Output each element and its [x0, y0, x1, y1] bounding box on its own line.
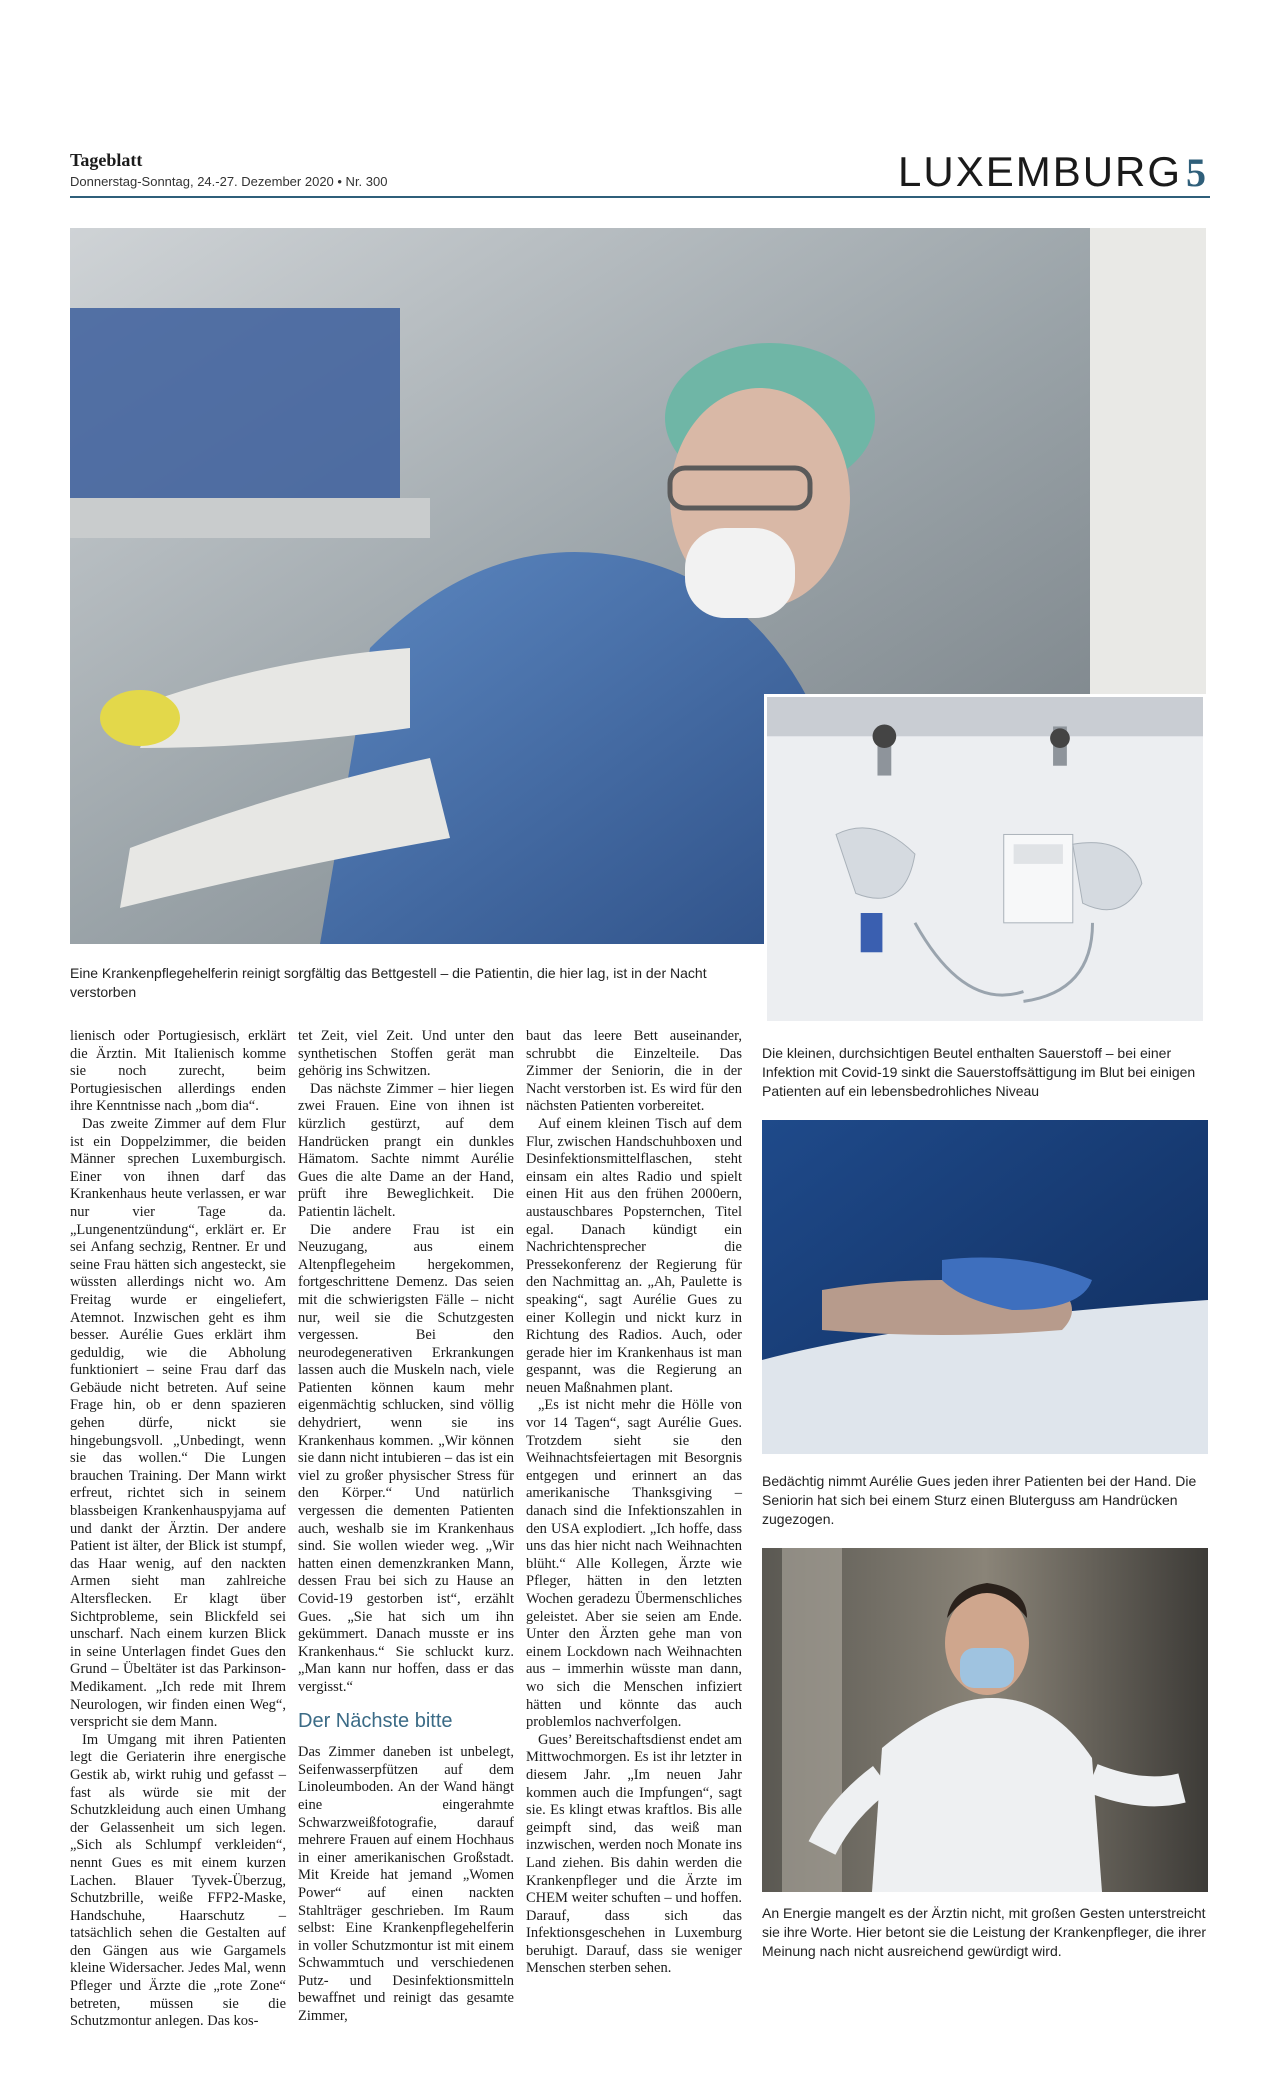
- main-photo-caption: Eine Krankenpflegehelferin reinigt sorgfältig das Bettgestell – die Patientin, die hier lag, ist in der Nacht verstorben: [70, 965, 707, 1000]
- doctor-photo-caption: An Energie mangelt es der Ärztin nicht, mit großen Gesten unterstreicht sie ihre Worte. Hier betont sie die Leistung der Krankenpfleger, die ihrer Meinung nach nicht ausreichend gewürdigt wird.: [762, 1905, 1207, 1959]
- paragraph: Das nächste Zimmer – hier liegen zwei Frauen. Eine von ihnen ist kürzlich gestürzt, auf dem Handrücken prangt ein dunkles Hämatom. Sachte nimmt Aurélie Gues die alte Dame an der Hand, prüft ihre Beweglichkeit. Die Patientin lächelt.: [298, 1080, 514, 1220]
- paragraph: Auf einem kleinen Tisch auf dem Flur, zwischen Handschuhboxen und Desinfektionsmittelflaschen, steht einsam ein altes Radio und spielt einen Hit aus den frühen 2000ern, austauschbares Popsternchen, Titel egal. Danach kündigt ein Nachrichtensprecher die Pressekonferenz der Regierung für den Nachmittag an. „Ah, Paulette is speaking“, sagt Aurélie Gues zu einer Kollegin und nickt kurz in Richtung des Radios. Auch, oder gerade hier im Krankenhaus ist man gespannt, was die Regierung an neuen Maßnahmen plant.: [526, 1115, 742, 1396]
- article-column-1: [70, 1028, 286, 2031]
- article-column-2: [298, 1028, 514, 2026]
- masthead: Tageblatt: [70, 150, 143, 170]
- hands-photo: [762, 1120, 1208, 1454]
- subheading: Der Nächste bitte: [298, 1709, 453, 1732]
- header-rule: [70, 196, 1210, 198]
- paragraph: Das Zimmer daneben ist unbelegt, Seifenwasserpfützen auf dem Linoleumboden. An der Wand hängt eine eingerahmte Schwarzweißfotografie, darauf mehrere Frauen auf einem Hochhaus in einer amerikanischen Großstadt. Mit Kreide hat jemand „Women Power“ auf einen nackten Stahlträger geschrieben. Im Raum selbst: Eine Krankenpflegehelferin in voller Schutzmontur ist mit einem Schwammtuch und verschiedenen Putz- und Desinfektionsmitteln bewaffnet und reinigt das gesamte Zimmer,: [298, 1744, 514, 2025]
- iv-photo: [764, 694, 1206, 1024]
- iv-photo-caption: Die kleinen, durchsichtigen Beutel enthalten Sauerstoff – bei einer Infektion mit Covid-19 sinkt die Sauerstoffsättigung im Blut bei einigen Patienten auf ein lebensbedrohliches Niveau: [762, 1045, 1196, 1099]
- hands-photo-caption: Bedächtig nimmt Aurélie Gues jeden ihrer Patienten bei der Hand. Die Seniorin hat sich bei einem Sturz einen Bluterguss am Handrücken zugezogen.: [762, 1473, 1197, 1527]
- paragraph: Die andere Frau ist ein Neuzugang, aus einem Altenpflegeheim hergekommen, fortgeschrittene Demenz. Das seien mit die schwierigsten Fälle – nicht nur, weil sie die Schutzgesten vergessen. Bei den neurodegenerativen Erkrankungen lassen auch die Muskeln nach, viele Patienten können kaum mehr eigenmächtig schlucken, sind völlig dehydriert, wenn sie ins Krankenhaus kommen. „Wir können sie dann nicht intubieren – das ist ein viel zu großer physischer Stress für den Körper.“ Und natürlich vergessen die dementen Patienten auch, weshalb sie im Krankenhaus sind. Sie wollen wieder weg. „Wir hatten einen demenzkranken Mann, dessen Frau bei sich zu Hause an Covid-19 gestorben ist“, erzählt Gues. „Sie hat sich um ihn gekümmert. Danach musste er ins Krankenhaus.“ Sie schluckt kurz. „Man kann nur hoffen, dass er das vergisst.“: [298, 1221, 514, 1695]
- page-number: 5: [1186, 150, 1206, 195]
- paragraph: lienisch oder Portugiesisch, erklärt die Ärztin. Mit Italienisch komme sie noch zurecht, beim Portugiesischen allerdings enden ihre Kenntnisse nach „bom dia“.: [70, 1028, 286, 1115]
- paragraph: tet Zeit, viel Zeit. Und unter den synthetischen Stoffen gerät man gehörig ins Schwitzen.: [298, 1028, 514, 1080]
- paragraph: Das zweite Zimmer auf dem Flur ist ein Doppelzimmer, die beiden Männer sprechen Luxemburgisch. Einer von ihnen darf das Krankenhaus heute verlassen, er war nur vier Tage da. „Lungenentzündung“, erklärt er. Er sei Anfang sechzig, Rentner. Er und seine Frau hätten sich angesteckt, sie wüssten allerdings nicht wo. Am Freitag wurde er eingeliefert, Atemnot. Inzwischen geht es ihm besser. Aurélie Gues erklärt ihm geduldig, wie die Abholung funktioniert – seine Frau darf das Gebäude nicht betreten. Auf seine Frage hin, ob er denn spazieren gehen dürfe, nickt sie hingebungsvoll. „Unbedingt, wenn sie das wollen.“ Die Lungen brauchen Training. Der Mann wirkt erfreut, richtet sich in seinem blassbeigen Krankenhauspyjama auf und dankt der Ärztin. Der andere Patient ist älter, der Blick ist stumpf, das Haar wenig, auf den nackten Armen sieht man zahlreiche Altersflecken. Er klagt über Sichtprobleme, sein Blickfeld sei unscharf. Nach einem kurzen Blick in seine Unterlagen findet Gues den Grund – Übeltäter ist das Parkinson-Medikament. „Ich rede mit Ihrem Neurologen, wir finden einen Weg“, verspricht sie dem Mann.: [70, 1115, 286, 1731]
- paragraph: „Es ist nicht mehr die Hölle von vor 14 Tagen“, sagt Aurélie Gues. Trotzdem sieht sie den Weihnachtsfeiertagen mit Besorgnis entgegen und erinnert an das amerikanische Thanksgiving – danach sind die Infektionszahlen in den USA explodiert. „Ich hoffe, dass uns das hier nicht nach Weihnachten blüht.“ Alle Kollegen, Ärzte wie Pfleger, hätten in den letzten Wochen geradezu Übermenschliches geleistet. Aber sie seien am Ende. Unter den Ärzten gehe man von einem Lockdown nach Weihnachten aus – immerhin wüsste man dann, wo sich die Menschen infiziert hätten und könnte das auch problemlos nachverfolgen.: [526, 1397, 742, 1731]
- section-title: LUXEMBURG: [898, 148, 1183, 195]
- article-column-3: [526, 1028, 742, 1978]
- paragraph: Gues’ Bereitschaftsdienst endet am Mittwochmorgen. Es ist ihr letzter in diesem Jahr. „Im neuen Jahr kommen auch die Impfungen“, sagt sie. Es klingt etwas kraftlos. Bis alle geimpft sind, das weiß man inzwischen, werden noch Monate ins Land ziehen. Bis dahin werden die Krankenpfleger und die Ärzte im CHEM weiter schuften – und hoffen. Darauf, dass sich das Infektionsgeschehen in Luxemburg beruhigt. Darauf, dass sie weniger Menschen sterben sehen.: [526, 1731, 742, 1977]
- paragraph: Im Umgang mit ihren Patienten legt die Geriaterin ihre energische Gestik ab, wirkt ruhig und gefasst – fast als würde sie mit der Schutzkleidung auch einen Umhang der Gelassenheit um sich legen. „Sich als Schlumpf verkleiden“, nennt Gues es mit einem kurzen Lachen. Blauer Tyvek-Überzug, Schutzbrille, weiße FFP2-Maske, Handschuhe, Haarschutz – tatsächlich sehen die Gestalten auf den Gängen aus wie Gargamels kleine Widersacher. Jedes Mal, wenn Pfleger und Ärzte die „rote Zone“ betreten, müssen sie die Schutzmontur anlegen. Das kos-: [70, 1731, 286, 2030]
- doctor-photo: [762, 1548, 1208, 1892]
- dateline: Donnerstag-Sonntag, 24.-27. Dezember 2020 • Nr. 300: [70, 174, 388, 189]
- paragraph: baut das leere Bett auseinander, schrubbt die Einzelteile. Das Zimmer der Seniorin, die in der Nacht verstorben ist. Es wird für den nächsten Patienten vorbereitet.: [526, 1028, 742, 1115]
